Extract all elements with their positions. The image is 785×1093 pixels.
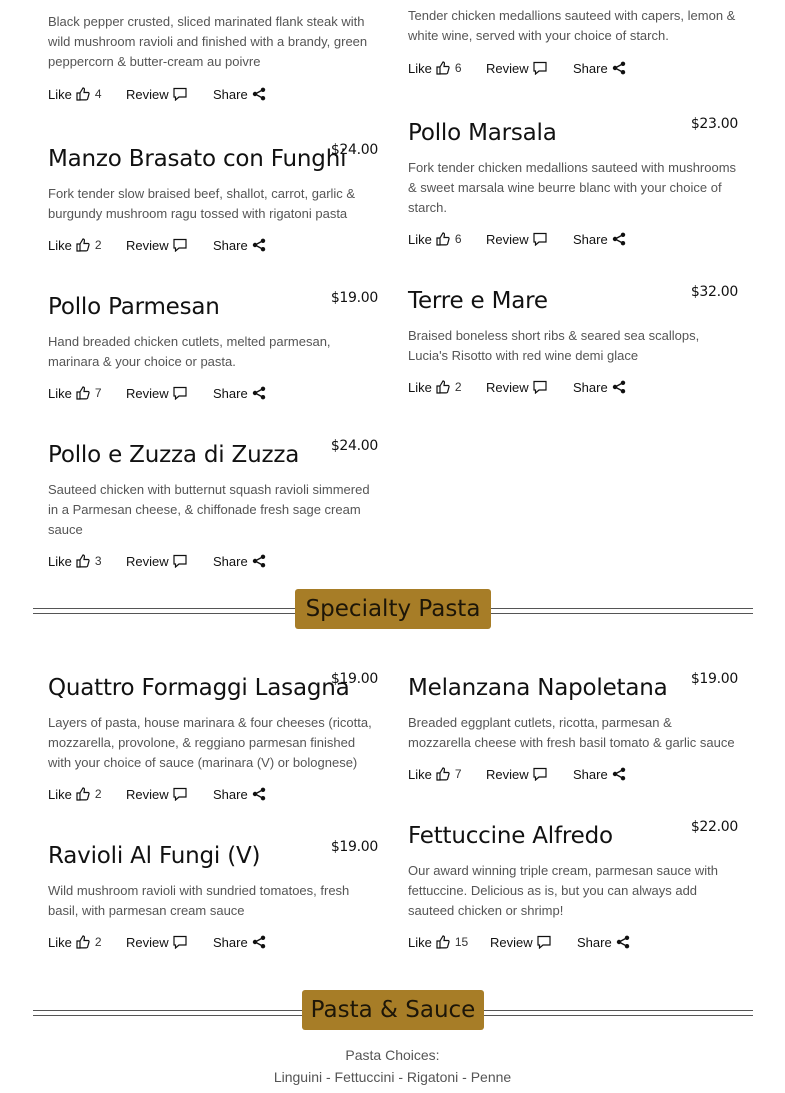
item-header [48, 144, 378, 174]
share-button[interactable]: Share [573, 380, 626, 395]
item-actions [48, 552, 378, 570]
share-icon [612, 232, 626, 246]
comment-icon [173, 935, 187, 949]
share-button[interactable]: Share [213, 87, 266, 102]
item-description: Sauteed chicken with butternut squash ravioli simmered in a Parmesan cheese, & chiffonade fresh sage cream sauce [48, 482, 370, 537]
review-button[interactable]: Review [126, 386, 213, 401]
like-count: 6 [454, 232, 462, 246]
review-button[interactable]: Review [126, 787, 213, 802]
review-button[interactable]: Review [486, 61, 573, 76]
item-header [48, 841, 378, 871]
comment-icon [173, 87, 187, 101]
menu-item [48, 841, 378, 951]
review-button[interactable]: Review [490, 935, 577, 950]
share-icon [252, 787, 266, 801]
like-button[interactable]: Like 2 [408, 379, 462, 395]
like-count: 2 [94, 787, 102, 801]
item-description: Fork tender chicken medallions sauteed with mushrooms & sweet marsala wine beurre blanc with your choice of starch. [408, 160, 737, 215]
item-actions [48, 384, 378, 402]
item-description: Tender chicken medallions sauteed with capers, lemon & white wine, served with your choice of starch. [408, 8, 736, 43]
review-button[interactable]: Review [486, 767, 573, 782]
thumbs-up-icon [436, 380, 450, 394]
comment-icon [173, 787, 187, 801]
menu-item [48, 673, 378, 803]
share-icon [252, 935, 266, 949]
item-description: Black pepper crusted, sliced marinated flank steak with wild mushroom ravioli and finished with a brandy, green peppercorn & butter-cream au poivre [48, 14, 368, 69]
item-header [408, 821, 738, 851]
item-header [48, 440, 378, 470]
share-icon [616, 935, 630, 949]
like-count: 2 [94, 935, 102, 949]
item-actions [48, 785, 378, 803]
like-count: 2 [454, 380, 462, 394]
thumbs-up-icon [436, 935, 450, 949]
menu-item [408, 821, 738, 951]
comment-icon [173, 554, 187, 568]
item-title: Ravioli Al Fungi (V) [48, 843, 261, 869]
share-icon [252, 554, 266, 568]
item-actions [408, 230, 738, 248]
comment-icon [533, 61, 547, 75]
thumbs-up-icon [76, 554, 90, 568]
item-description: Braised boneless short ribs & seared sea scallops, Lucia's Risotto with red wine demi glace [408, 328, 700, 363]
item-title: Pollo e Zuzza di Zuzza [48, 442, 300, 468]
item-actions [408, 378, 738, 396]
review-button[interactable]: Review [486, 380, 573, 395]
like-button[interactable]: Like 4 [48, 86, 102, 102]
menu-item [408, 286, 738, 396]
like-button[interactable]: Like 6 [408, 231, 462, 247]
share-button[interactable]: Share [573, 61, 626, 76]
section-title-pasta-sauce: Pasta & Sauce [302, 990, 484, 1030]
comment-icon [533, 380, 547, 394]
thumbs-up-icon [76, 935, 90, 949]
thumbs-up-icon [76, 87, 90, 101]
comment-icon [533, 767, 547, 781]
share-button[interactable]: Share [213, 238, 266, 253]
item-title: Melanzana Napoletana [408, 675, 668, 701]
item-description: Our award winning triple cream, parmesan sauce with fettuccine. Delicious as is, but you can always add sauteed chicken or shrimp! [408, 863, 718, 918]
item-title: Terre e Mare [408, 288, 548, 314]
item-price: $19.00 [330, 671, 378, 687]
like-button[interactable]: Like 2 [48, 237, 102, 253]
pasta-choices [0, 1044, 785, 1088]
item-price: $24.00 [330, 438, 378, 454]
like-button[interactable]: Like 6 [408, 60, 462, 76]
like-count: 7 [94, 386, 102, 400]
menu-item [408, 118, 738, 248]
share-icon [252, 87, 266, 101]
item-header [48, 673, 378, 703]
like-count: 3 [94, 554, 102, 568]
item-header [408, 118, 738, 148]
item-title: Manzo Brasato con Funghi [48, 146, 347, 172]
item-title: Fettuccine Alfredo [408, 823, 613, 849]
item-description: Hand breaded chicken cutlets, melted parmesan, marinara & your choice or pasta. [48, 334, 331, 369]
share-button[interactable]: Share [213, 787, 266, 802]
like-button[interactable]: Like 7 [408, 766, 462, 782]
comment-icon [173, 238, 187, 252]
comment-icon [173, 386, 187, 400]
like-button[interactable]: Like 3 [48, 553, 102, 569]
review-button[interactable]: Review [126, 935, 213, 950]
item-description: Breaded eggplant cutlets, ricotta, parmesan & mozzarella cheese with fresh basil tomato & garlic sauce [408, 715, 735, 750]
item-description: Fork tender slow braised beef, shallot, carrot, garlic & burgundy mushroom ragu tossed with rigatoni pasta [48, 186, 356, 221]
pasta-choices-label: Pasta Choices: [345, 1047, 440, 1063]
item-title: Pollo Parmesan [48, 294, 220, 320]
share-icon [612, 61, 626, 75]
item-title: Quattro Formaggi Lasagna [48, 675, 350, 701]
review-button[interactable]: Review [126, 554, 213, 569]
item-actions [408, 59, 738, 77]
menu-item [48, 144, 378, 254]
share-button[interactable]: Share [213, 386, 266, 401]
review-button[interactable]: Review [126, 238, 213, 253]
thumbs-up-icon [436, 232, 450, 246]
item-header [408, 286, 738, 316]
like-count: 4 [94, 87, 102, 101]
item-actions [408, 765, 738, 783]
pasta-choices-list: Linguini - Fettuccini - Rigatoni - Penne [273, 1069, 512, 1085]
thumbs-up-icon [436, 61, 450, 75]
item-price: $24.00 [330, 142, 378, 158]
like-count: 6 [454, 61, 462, 75]
section-title-specialty-pasta: Specialty Pasta [295, 589, 491, 629]
share-button[interactable]: Share [213, 554, 266, 569]
share-icon [612, 767, 626, 781]
like-count: 2 [94, 238, 102, 252]
item-description: Layers of pasta, house marinara & four cheeses (ricotta, mozzarella, provolone, & reggiano parmesan finished with your choice of sauce (marinara (V) or bolognese) [48, 715, 372, 770]
share-icon [252, 386, 266, 400]
share-icon [612, 380, 626, 394]
thumbs-up-icon [76, 787, 90, 801]
menu-item [48, 292, 378, 402]
item-description: Wild mushroom ravioli with sundried tomatoes, fresh basil, with parmesan cream sauce [48, 883, 350, 918]
item-price: $19.00 [330, 839, 378, 855]
menu-item [408, 673, 738, 783]
share-icon [252, 238, 266, 252]
review-button[interactable]: Review [486, 232, 573, 247]
like-button[interactable]: Like 7 [48, 385, 102, 401]
review-button[interactable]: Review [126, 87, 213, 102]
share-button[interactable]: Share [577, 935, 630, 950]
menu-item [48, 440, 378, 570]
item-header [48, 292, 378, 322]
like-button[interactable]: Like 2 [48, 786, 102, 802]
item-actions [408, 933, 738, 951]
like-button[interactable]: Like 15 [408, 934, 469, 950]
item-title: Pollo Marsala [408, 120, 557, 146]
item-price: $32.00 [690, 284, 738, 300]
item-header [408, 673, 738, 703]
like-count: 15 [454, 935, 469, 949]
share-button[interactable]: Share [213, 935, 266, 950]
item-price: $19.00 [690, 671, 738, 687]
item-actions [48, 236, 378, 254]
comment-icon [537, 935, 551, 949]
menu-item [48, 12, 378, 103]
item-actions [48, 85, 378, 103]
thumbs-up-icon [76, 238, 90, 252]
item-price: $22.00 [690, 819, 738, 835]
like-count: 7 [454, 767, 462, 781]
comment-icon [533, 232, 547, 246]
item-price: $19.00 [330, 290, 378, 306]
item-actions [48, 933, 378, 951]
menu-item [408, 6, 738, 77]
share-button[interactable]: Share [573, 767, 626, 782]
thumbs-up-icon [76, 386, 90, 400]
item-price: $23.00 [690, 116, 738, 132]
like-button[interactable]: Like 2 [48, 934, 102, 950]
thumbs-up-icon [436, 767, 450, 781]
share-button[interactable]: Share [573, 232, 626, 247]
